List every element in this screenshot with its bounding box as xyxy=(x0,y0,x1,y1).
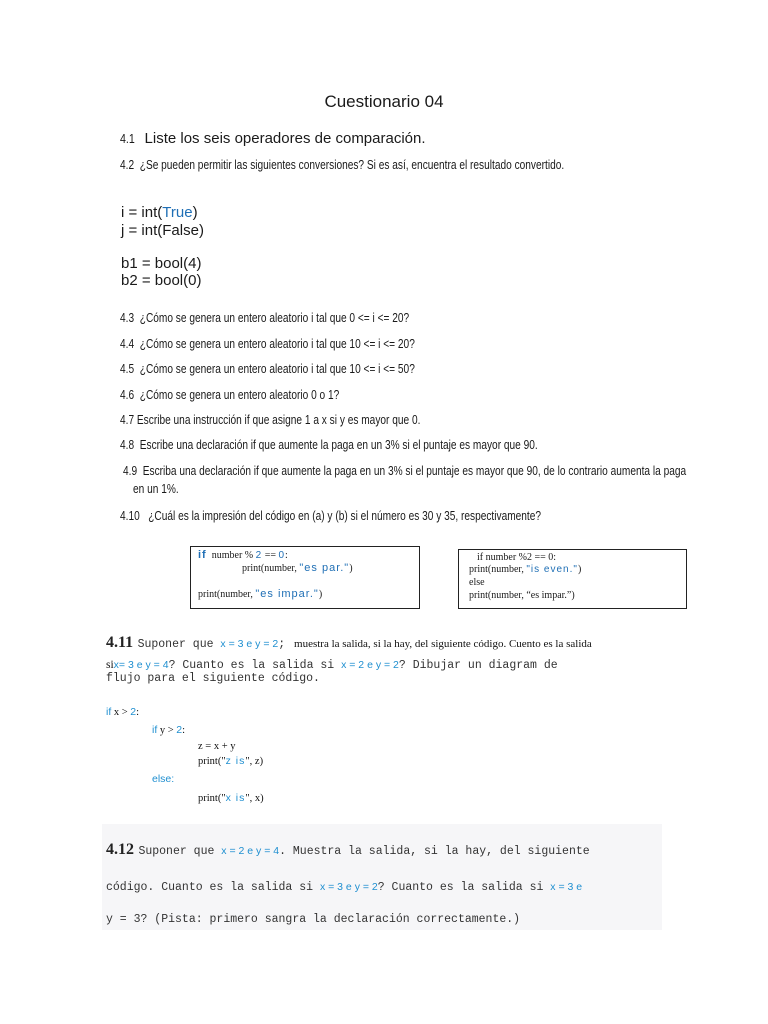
code-line: print(number, "es par.") xyxy=(242,562,353,574)
code-line: else: xyxy=(152,773,175,785)
code-box-a xyxy=(190,546,420,609)
question-number: 4.11 xyxy=(106,634,134,651)
code-line: print(number, "es impar.") xyxy=(198,588,323,600)
question-4-4: 4.4 ¿Cómo se genera un entero aleatorio i tal que 10 <= i <= 20? xyxy=(120,336,415,351)
question-4-9-continued: en un 1%. xyxy=(133,481,179,496)
question-4-3: 4.3 ¿Cómo se genera un entero aleatorio i tal que 0 <= i <= 20? xyxy=(120,310,410,325)
code-box-b xyxy=(458,549,687,609)
conversion-b1: b1 = bool(4) xyxy=(121,255,202,272)
question-4-7: 4.7 Escribe una instrucción if que asigne 1 a x si y es mayor que 0. xyxy=(120,412,421,427)
question-4-2 xyxy=(120,157,564,172)
code-line: print(number, "is even.") xyxy=(469,564,582,575)
question-4-10: 4.10 ¿Cuál es la impresión del código en (a) y (b) si el número es 30 y 35, respectivamente? xyxy=(120,508,542,523)
question-4-1 xyxy=(120,130,426,148)
question-4-9: 4.9 Escriba una declaración if que aumente la paga en un 3% si el puntaje es mayor que 90, de lo contrario aumenta la paga xyxy=(123,463,687,478)
question-text: ¿Se pueden permitir las siguientes conversiones? Si es así, encuentra el resultado convertido. xyxy=(139,157,565,172)
question-4-11-line-1: 4.11 Suponer que x = 3 e y = 2; muestra la salida, si la hay, del siguiente código. Cuento es la salida xyxy=(106,634,592,651)
code-line: print("z is", z) xyxy=(198,755,264,767)
question-4-11-line-2: six= 3 e y = 4? Cuanto es la salida si x = 2 e y = 2? Dibujar un diagram de xyxy=(106,659,558,672)
question-4-6: 4.6 ¿Cómo se genera un entero aleatorio 0 o 1? xyxy=(120,387,340,402)
conversion-b2: b2 = bool(0) xyxy=(121,272,202,289)
question-4-12-line-2: código. Cuanto es la salida si x = 3 e y = 2? Cuanto es la salida si x = 3 e xyxy=(106,881,583,894)
code-line: else xyxy=(469,577,485,588)
question-4-12-line-3: y = 3? (Pista: primero sangra la declaración correctamente.) xyxy=(106,913,521,926)
code-line: print("x is", x) xyxy=(198,792,264,804)
code-line: if number % 2 == 0: xyxy=(198,549,288,561)
page-title: Cuestionario 04 xyxy=(324,92,444,111)
code-line: print(number, “es impar.”) xyxy=(469,590,575,601)
code-line: if number %2 == 0: xyxy=(477,552,557,563)
question-4-11-line-3: flujo para el siguiente código. xyxy=(106,672,320,685)
question-text: Liste los seis operadores de comparación. xyxy=(144,130,426,147)
code-line: if y > 2: xyxy=(152,724,186,736)
question-number: 4.12 xyxy=(106,841,134,858)
question-number: 4.1 xyxy=(120,131,135,146)
question-4-8: 4.8 Escribe una declaración if que aumente la paga en un 3% si el puntaje es mayor que 90. xyxy=(120,437,538,452)
conversion-i: i = int(True) xyxy=(121,204,198,221)
code-line: z = x + y xyxy=(198,741,236,752)
question-4-12-line-1: 4.12 Suponer que x = 2 e y = 4. Muestra la salida, si la hay, del siguiente xyxy=(106,841,590,858)
question-4-5: 4.5 ¿Cómo se genera un entero aleatorio i tal que 10 <= i <= 50? xyxy=(120,361,415,376)
code-line: if x > 2: xyxy=(106,706,140,718)
conversion-j: j = int(False) xyxy=(121,222,204,239)
question-number: 4.2 xyxy=(120,157,135,172)
